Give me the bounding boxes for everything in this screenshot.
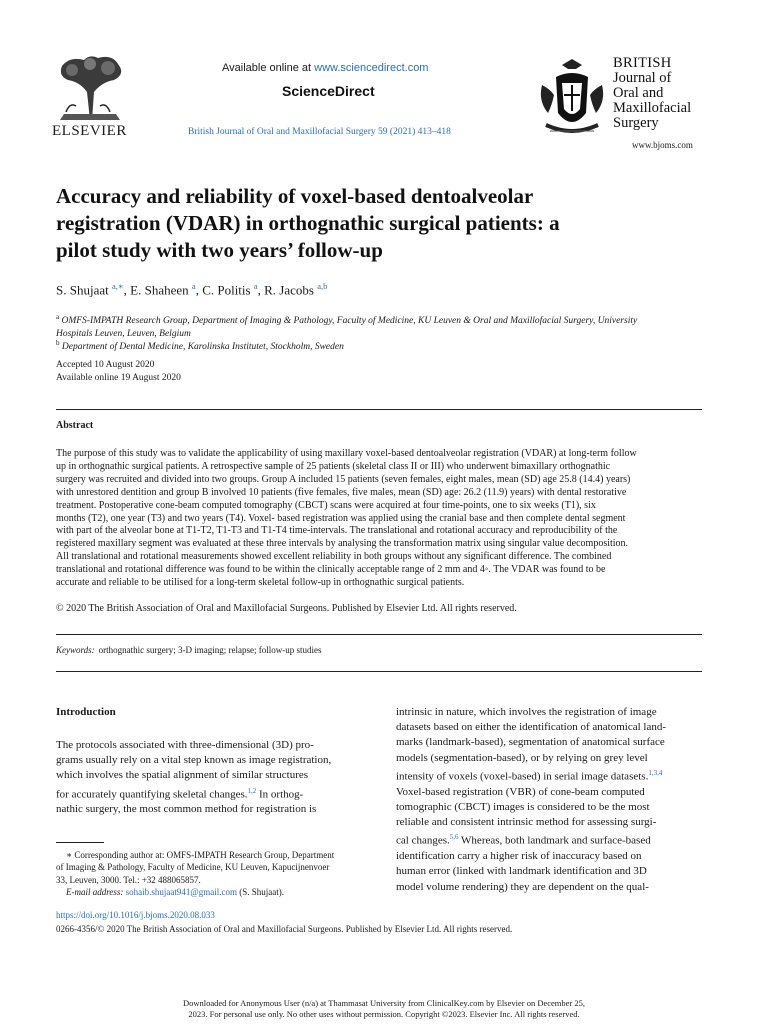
body-text: intensity of voxels (voxel-based) in serial image datasets. — [396, 770, 649, 783]
abstract-heading: Abstract — [56, 420, 94, 431]
footnote-divider — [56, 842, 104, 843]
title-line: registration (VDAR) in orthognathic surgical patients: a — [56, 211, 560, 235]
download-line: 2023. For personal use only. No other uses without permission. Copyright ©2023. Elsevier Inc. All rights reserved. — [188, 1009, 580, 1019]
body-line: model volume rendering) they are dependent on the qual- — [396, 880, 649, 893]
author-affiliation-mark[interactable]: a — [191, 281, 196, 291]
body-line: nathic surgery, the most common method for registration is — [56, 803, 317, 816]
available-online-date: Available online 19 August 2020 — [56, 373, 181, 383]
available-online-line — [222, 62, 428, 74]
abstract-line: accurate and reliable to be utilised for a long-term skeletal follow-up in orthognathic surgical patients. — [56, 577, 465, 589]
body-text: In orthog- — [256, 788, 304, 801]
email-link[interactable]: sohaib.shujaat941@gmail.com — [125, 886, 237, 897]
corresponding-author-footnote — [56, 849, 366, 898]
issn-copyright: 0266-4356/© 2020 The British Association of Oral and Maxillofacial Surgeons. Published by Elsevier Ltd. All rights reserved. — [56, 924, 513, 934]
body-line — [56, 784, 363, 803]
affiliation-line: Hospitals Leuven, Leuven, Belgium — [56, 329, 191, 340]
keywords-line — [56, 645, 321, 655]
author-affiliation-mark[interactable]: a — [253, 281, 258, 291]
author-name[interactable]: E. Shaheen — [130, 282, 189, 298]
abstract-line: surgery was recruited and divided into two groups. Group A included 15 patients (seven females, eight males, mean (SD) age 25.8 (14.4) years) — [56, 473, 631, 485]
footnote-line: of Imaging & Pathology, Faculty of Medicine, KU Leuven, Kapucijnenvoer — [56, 862, 330, 873]
journal-name-line: Journal of — [613, 70, 672, 86]
title-line: pilot study with two years’ follow-up — [56, 238, 383, 262]
body-line: datasets based on either the identification of anatomical land- — [396, 721, 667, 734]
citation-link[interactable]: 1,2 — [247, 786, 257, 795]
author-name[interactable]: R. Jacobs — [264, 282, 314, 298]
abstract-line: with unrestored dentition and group B involved 10 patients (five females, five males, mean (SD) age: 26.2 (11.9) years) with dental restorative — [56, 486, 627, 498]
abstract-copyright: © 2020 The British Association of Oral and Maxillofacial Surgeons. Published by Elsevier Ltd. All rights reserved. — [56, 603, 517, 614]
body-text: for accurately quantifying skeletal changes. — [56, 788, 248, 801]
download-line: Downloaded for Anonymous User (n/a) at Thammasat University from ClinicalKey.com by Elsevier on December 25, — [183, 998, 585, 1008]
keywords-label: Keywords: — [56, 645, 95, 655]
bjoms-crest-logo — [536, 55, 608, 143]
citation-link[interactable]: 1,3,4 — [648, 768, 663, 777]
keywords-text: orthognathic surgery; 3-D imaging; relapse; follow-up studies — [98, 645, 322, 655]
citation-link[interactable]: 5,6 — [449, 833, 459, 842]
article-title — [56, 183, 696, 264]
body-line: human error (linked with landmark identification and 3D — [396, 865, 647, 878]
abstract-line: All translational and rotational measurements showed excellent reliability in both groups without any significant difference. The combined — [56, 551, 612, 563]
sciencedirect-link[interactable]: www.sciencedirect.com — [314, 62, 429, 74]
footnote-line: 33, Leuven, 3000. Tel.: +32 488065857. — [56, 874, 201, 885]
sciencedirect-wordmark: ScienceDirect — [282, 83, 375, 99]
body-line: which involves the spatial alignment of similar structures — [56, 769, 309, 782]
abstract-line: up in orthognathic surgical patients. A retrospective sample of 25 patients (skeletal class II or III) who underwent bimaxillary orthognathic — [56, 460, 611, 472]
doi-link[interactable]: https://doi.org/10.1016/j.bjoms.2020.08.033 — [56, 910, 215, 920]
journal-name-line: Surgery — [613, 115, 659, 131]
body-line: tomographic (CBCT) images is considered to be the most — [396, 800, 650, 813]
affiliation-b — [56, 337, 696, 354]
introduction-heading: Introduction — [56, 706, 116, 718]
abstract-body — [56, 448, 702, 590]
journal-reference-link[interactable]: British Journal of Oral and Maxillofacial Surgery 59 (2021) 413–418 — [188, 127, 451, 137]
body-line — [396, 766, 702, 785]
author-affiliation-mark[interactable]: a,∗ — [111, 281, 124, 291]
footnote-line: ∗ Corresponding author at: OMFS-IMPATH Research Group, Department — [66, 850, 335, 860]
abstract-line: registered maxillary segment was evaluated at these three intervals by analysing the transformation matrix using singular value decomposition. — [56, 538, 629, 550]
journal-name-block — [613, 56, 691, 131]
footnote-email-line — [56, 886, 366, 898]
email-suffix: (S. Shujaat). — [236, 886, 284, 897]
title-line: Accuracy and reliability of voxel-based dentoalveolar — [56, 184, 534, 208]
author-name[interactable]: S. Shujaat — [56, 282, 109, 298]
body-line: marks (landmark-based), segmentation of anatomical surface — [396, 736, 665, 749]
journal-name-line: Oral and — [613, 85, 664, 101]
author-name[interactable]: C. Politis — [202, 282, 251, 298]
author-list: S. Shujaat $^{a,∗}$, E. Shaheen $^a$, C. Politis $^a$, R. Jacobs $^{a,b}$ — [56, 281, 328, 298]
journal-url[interactable]: www.bjoms.com — [632, 140, 693, 150]
author-affiliation-mark[interactable]: a,b — [317, 281, 328, 291]
body-line: models (segmentation-based), or by relying on grey level — [396, 751, 648, 764]
affiliation-line: OMFS-IMPATH Research Group, Department of Imaging & Pathology, Faculty of Medicine, KU Leuven & Oral and Maxillofacial Surgery, University — [61, 316, 638, 327]
divider — [56, 634, 702, 635]
journal-name-line: Maxillofacial — [613, 100, 692, 116]
body-line: The protocols associated with three-dimensional (3D) pro- — [56, 739, 314, 751]
available-prefix: Available online at — [222, 62, 315, 74]
abstract-line: months (T2), one year (T3) and two years (T4). Voxel- based registration was applied using the cranial base and then complete dental segment — [56, 512, 626, 524]
body-line: reliable and consistent intrinsic method for assessing surgi- — [396, 816, 657, 829]
affiliation-mark: a — [56, 313, 60, 321]
affiliation-mark: b — [56, 339, 60, 347]
divider — [56, 409, 702, 410]
accepted-date: Accepted 10 August 2020 — [56, 360, 155, 370]
affiliation-line: Department of Dental Medicine, Karolinska Institutet, Stockholm, Sweden — [61, 342, 344, 353]
body-line: grams usually rely on a vital step known as image registration, — [56, 754, 332, 767]
abstract-line: The purpose of this study was to validate the applicability of using maxillary voxel-based dentoalveolar registration (VDAR) at long-term follow — [56, 448, 637, 459]
abstract-line: treatment. Postoperative cone-beam computed tomography (CBCT) scans were acquired at four time-points, one to six weeks (T1), six — [56, 499, 596, 511]
divider — [56, 671, 702, 672]
body-text: cal changes. — [396, 834, 450, 847]
body-line: identification carry a higher risk of inaccuracy based on — [396, 850, 642, 863]
download-notice — [100, 998, 668, 1020]
abstract-line: translational and rotational difference was found to be within the clinically acceptable range of 2 mm and 4◦. The VDAR was found to be — [56, 564, 606, 576]
intro-right-column — [396, 705, 702, 895]
publisher-name: ELSEVIER — [52, 123, 127, 139]
body-line — [396, 830, 702, 849]
body-text: Whereas, both landmark and surface-based — [458, 834, 651, 847]
abstract-line: with part of the alveolar bone at T1-T2, T1-T3 and T1-T4 time-intervals. The translational and rotational accuracy and reproducibility of the — [56, 525, 618, 537]
article-dates — [56, 359, 181, 385]
body-line: Voxel-based registration (VBR) of cone-beam computed — [396, 785, 645, 798]
email-label: E-mail address: — [66, 886, 124, 897]
journal-name-line: BRITISH — [613, 55, 672, 71]
intro-left-column — [56, 738, 363, 818]
body-line: intrinsic in nature, which involves the registration of image — [396, 706, 657, 718]
